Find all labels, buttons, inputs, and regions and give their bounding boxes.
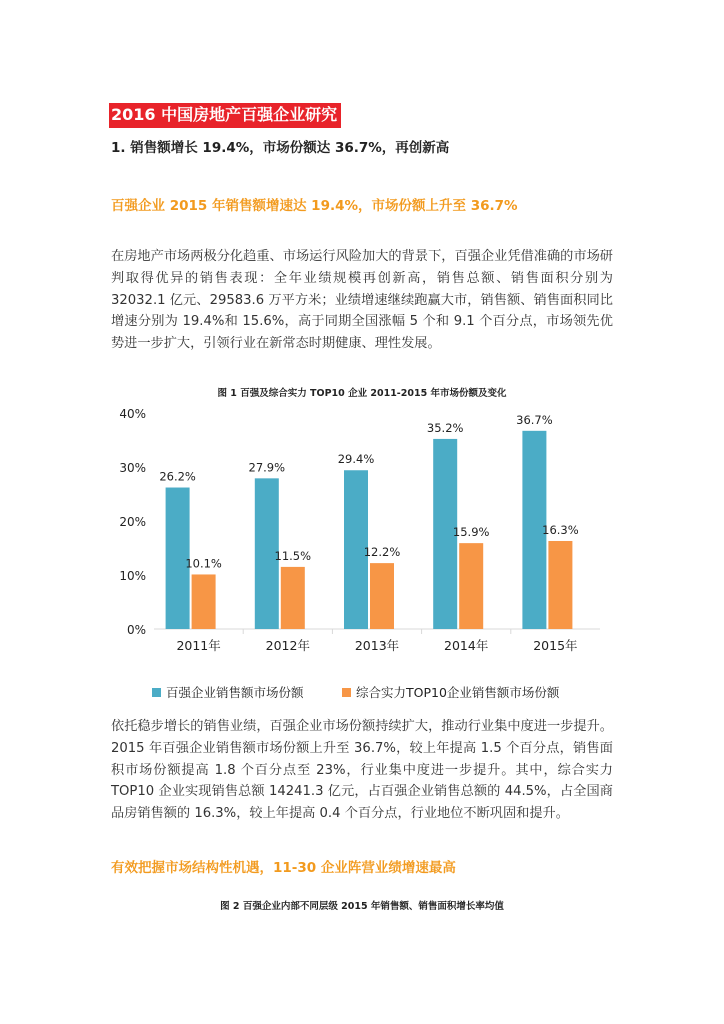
paragraph-2: 依托稳步增长的销售业绩，百强企业市场份额持续扩大，推动行业集中度进一步提升。2015 年百强企业销售额市场份额上升至 36.7%，较上年提高 1.5 个百分点，销售面积市场份额提高 1.8 个百分点至 23%，行业集中度进一步提升。其中，综合实力 TOP10 企业实现销售总额 14241.3 亿元，占百强企业销售总额的 44.5%，占全国商品房销售额的 16.3%，较上年提高 0.4 个百分点，行业地位不断巩固和提升。 bbox=[111, 719, 613, 822]
y-tick-label: 30% bbox=[119, 461, 146, 475]
bar-data-label: 11.5% bbox=[274, 548, 312, 563]
bar-data-label: 35.2% bbox=[426, 420, 464, 435]
paragraph-1: 在房地产市场两极分化趋重、市场运行风险加大的背景下，百强企业凭借准确的市场研判取得优异的销售表现：全年业绩规模再创新高，销售总额、销售面积分别为 32032.1 亿元、29583.6 万平方米；业绩增速继续跑赢大市，销售额、销售面积同比增速分别为 19.4%和 15.6%，高于同期全国涨幅 5 个和 9.1 个百分点，市场领先优势进一步扩大，引领行业在新常态时期健康、理性发展。 bbox=[111, 249, 613, 352]
x-tick-label: 2013年 bbox=[354, 638, 400, 653]
top10-share-bar bbox=[548, 541, 572, 629]
legend-label: 综合实力TOP10企业销售额市场份额 bbox=[356, 685, 560, 700]
bar-data-label: 26.2% bbox=[159, 469, 196, 484]
bar-data-label: 15.9% bbox=[452, 525, 490, 540]
y-tick-label: 0% bbox=[126, 623, 146, 637]
y-tick-label: 20% bbox=[119, 515, 146, 529]
figure-1-title: 图 1 百强及综合实力 TOP10 企业 2011-2015 年市场份额及变化 bbox=[217, 388, 507, 399]
x-tick-label: 2015年 bbox=[533, 638, 578, 653]
top10-share-bar bbox=[192, 574, 216, 629]
top10-share-bar bbox=[370, 563, 394, 629]
top10-share-bar bbox=[281, 567, 305, 629]
legend-label: 百强企业销售额市场份额 bbox=[166, 685, 304, 700]
market-share-chart bbox=[110, 400, 610, 720]
top10-share-bar bbox=[459, 543, 483, 629]
section-heading: 1. 销售额增长 19.4%，市场份额达 36.7%，再创新高 bbox=[111, 140, 450, 156]
x-tick-label: 2012年 bbox=[265, 638, 310, 653]
x-tick-label: 2011年 bbox=[176, 638, 221, 653]
figure-2-title: 图 2 百强企业内部不同层级 2015 年销售额、销售面积增长率均值 bbox=[220, 901, 504, 912]
bar-data-label: 29.4% bbox=[337, 452, 375, 467]
bar-data-label: 16.3% bbox=[542, 522, 579, 537]
bar-data-label: 10.1% bbox=[185, 556, 222, 571]
legend-swatch-top100 bbox=[152, 688, 161, 697]
document-title: 2016 中国房地产百强企业研究 bbox=[109, 103, 341, 128]
x-tick-label: 2014年 bbox=[444, 638, 489, 653]
highlight-heading-2: 有效把握市场结构性机遇，11-30 企业阵营业绩增速最高 bbox=[111, 860, 456, 876]
legend-swatch-top10 bbox=[342, 688, 351, 697]
y-tick-label: 10% bbox=[119, 569, 146, 583]
bar-data-label: 36.7% bbox=[516, 412, 553, 427]
y-tick-label: 40% bbox=[119, 407, 146, 421]
bar-data-label: 12.2% bbox=[363, 545, 401, 560]
bar-data-label: 27.9% bbox=[248, 460, 286, 475]
highlight-heading-1: 百强企业 2015 年销售额增速达 19.4%，市场份额上升至 36.7% bbox=[111, 198, 518, 214]
